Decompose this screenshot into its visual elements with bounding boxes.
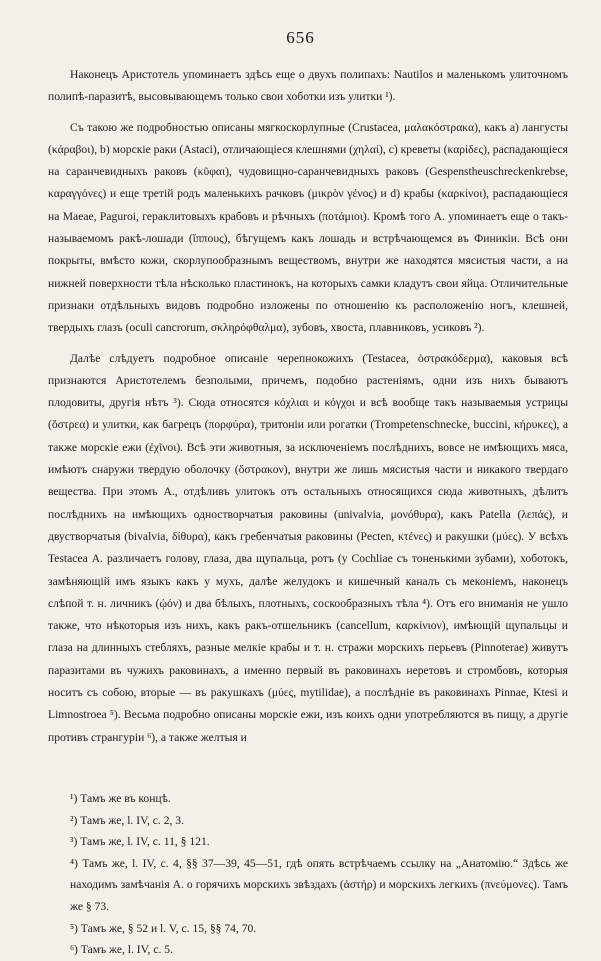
footnote-4: ⁴) Тамъ же, l. IV, c. 4, §§ 37—39, 45—51, гдѣ опять встрѣчаемъ ссылку на „Анатомію.“ Здѣсь же находимъ замѣчанія А. о горячихъ морскихъ звѣздахъ (ἀστήρ) и морскихъ легкихъ (πνεύμονες). Тамъ же § 73. bbox=[70, 856, 568, 913]
footnote-1: ¹) Тамъ же въ концѣ. bbox=[70, 792, 171, 805]
paragraph-testacea: Далѣе слѣдуетъ подробное описаніе черепнокожихъ (Testacea, ὀστρακόδερμα), каковыя всѣ признаются Аристотелемъ безполыми, причемъ, подобно растеніямъ, одни изъ нихъ бываютъ плодовиты, другія нѣтъ ³). Сюда относятся κόχλιαι и κόγχοι и всѣ вообще такъ называемыя устрицы (ὄστρεα) и улитки, как багрецъ (πορφύρα), тритоніи или рогатки (Trompetenschnecke, buccini, κήρυκες), а также морскіе ежи (ἐχῖνοι). Всѣ эти животныя, за исключеніемъ послѣднихъ, вовсе не имѣющихъ мяса, имѣютъ снаружи твердую оболочку (ὄστρακον), внутри же лишь мясистыя части и никакого твердаго вещества. При этомъ А., отдѣливъ улитокъ отъ остальныхъ относящихся сюда животныхъ, дѣлитъ послѣднихъ на имѣющихъ одностворчатыя раковины (univalvia, μονόθυρα), какъ Patella (λεπάς), и двустворчатыя (bivalvia, δίθυρα), какъ гребенчатыя раковины (Pecten, κτένες) и ракушки (μύες). У всѣхъ Testacea А. различаетъ голову, глаза, два щупальца, ротъ (у Cochliae съ тоненькими зубами), хоботокъ, замѣняющій имъ языкъ какъ у мухъ, далѣе желудокъ и кишечный каналъ съ меконіемъ, наконецъ слѣпой т. н. личникъ (ᾠόν) и два бѣлыхъ, плотныхъ, соскообразныхъ тѣла ⁴). Отъ его вниманія не ушло также, что нѣкоторыя изъ нихъ, какъ ракъ-отшельникъ (cancellum, καρκίνιον), имѣющій щупальцы и глаза на длинныхъ стебляхъ, разные мелкіе крабы и т. н. стражи морскихъ перьевъ (Pinnoterae) живутъ паразитами въ чужихъ раковинахъ, а именно первый въ раковинахъ неретовъ и стромбовъ, которыя носитъ съ собою, вторые — въ ракушкахъ (μύες, mytilidae), а послѣдніе въ раковинахъ Pinnae, Ktesi и Limnostroea ⁵). Весьма подробно описаны морскіе ежи, изъ коихъ одни употребляются въ пищу, а другіе противъ странгуріи ⁶), а также желтыя и bbox=[48, 351, 568, 744]
footnotes bbox=[48, 788, 568, 961]
paragraph-nautilus: Наконецъ Аристотель упоминаетъ здѣсь еще о двухъ полипахъ: Nautilos и маленькомъ улиточномъ полипѣ-паразитѣ, высовывающемъ только свои хоботки изъ улитки ¹). bbox=[48, 68, 568, 104]
main-text bbox=[48, 64, 568, 757]
footnote-5: ⁵) Тамъ же, § 52 и l. V, c. 15, §§ 74, 70. bbox=[70, 921, 257, 935]
footnote-6: ⁶) Тамъ же, l. IV, c. 5. bbox=[70, 943, 173, 957]
footnote-3: ³) Тамъ же, l. IV, c. 11, § 121. bbox=[70, 835, 210, 849]
page-number: 656 bbox=[286, 28, 315, 47]
paragraph-crustacea: Съ такою же подробностью описаны мягкоскорлупные (Crustacea, μαλακόστρακα), какъ а) лангусты (κάραβοι), b) морскіе раки (Astaci), отличающіеся клешнями (χηλαί), c) креветы (καρίδες), распадающіеся на саранчевидныхъ раковъ (κῦφαι), чудовищно-саранчевидныхъ раковъ (Gespenstheuschreckenkrebse, καραγγόνες) и еще третій родъ маленькихъ рачковъ (μικρὸν γένος) и d) крабы (καρκίνοι), распадающіеся на Maeae, Paguroi, гераклитовыхъ крабовъ и рѣчныхъ (ποτάμιοι). Кромѣ того А. упоминаетъ еще о такъ-называемомъ ракѣ-лошади (ἵππους), бѣгущемъ какъ лошадь и встрѣчающемся въ Финикіи. Всѣ они покрыты, вмѣсто кожи, скорлупообразнымъ веществомъ, внутри же находятся мясистыя части, а на нижней поверхности тѣла нѣсколько пластинокъ, на которыхъ самки кладутъ свои яйца. Отличительные признаки отдѣльныхъ видовъ подробно изложены по отношенію къ расположенію ногъ, клешней, твердыхъ глазъ (oculi cancrorum, σκληρόφθαλμα), зубовъ, хвоста, плавниковъ, усиковъ ²). bbox=[48, 120, 568, 335]
footnote-2: ²) Тамъ же, l. IV, c. 2, 3. bbox=[70, 813, 184, 827]
